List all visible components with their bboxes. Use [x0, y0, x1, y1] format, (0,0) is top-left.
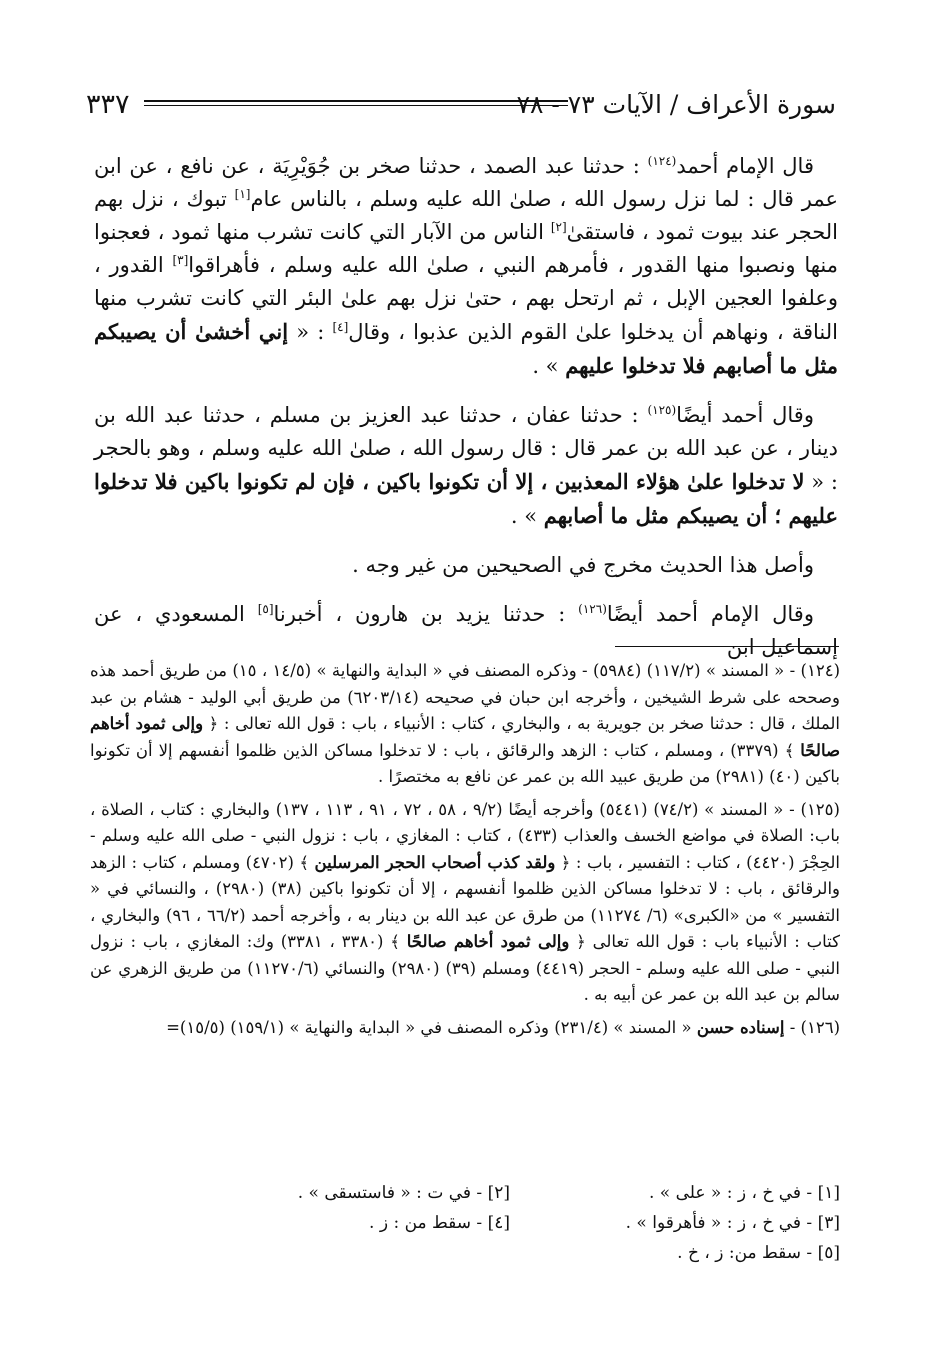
variants-row [180, 1208, 840, 1238]
text: » . [532, 354, 566, 378]
reference-125: (١٢٥) [647, 403, 677, 417]
text: : حدثنا يزيد بن هارون ، أخبرنا [273, 602, 579, 626]
footnotes [90, 658, 840, 1047]
note-marker-3: [٣] [172, 253, 189, 267]
text: ﴾ (٤٧٠٢) ومسلم ، كتاب : الزهد والرقائق ، باب : لا تدخلوا مساكن الذين ظلموا أنفسهم ، إلا أن تكونوا باكين (٣٨) (٢٩٨٠) ، والنسائي في « التفسير » من «الكبرى» (٦/ ١١٢٧٤) من طرق عن عبد الله بن دينار به ، وأخرجه أحمد (٦٦/٢ ، ٩٦) والبخاري ، كتاب : الأنبياء باب : قول الله تعالى ﴿ [90, 852, 841, 951]
text: « المسند » (٢٣١/٤) وذكره المصنف في « البداية والنهاية » (١٥٩/١) (١٥/٥)= [166, 1017, 697, 1037]
verse-quote: ولقد كذب أصحاب الحجر المرسلين [314, 852, 556, 872]
hadith-quote: إني أخشىٰ أن يصيبكم مثل ما أصابهم فلا تدخلوا عليهم [94, 319, 838, 378]
text: (١٢٦) - [784, 1017, 840, 1037]
footnote-125 [90, 797, 840, 1009]
text: المسعودي ، عن إسماعيل ابن [94, 602, 838, 659]
text: : حدثنا عفان ، حدثنا عبد العزيز بن مسلم ، حدثنا عبد الله بن دينار ، عن عبد الله بن عمر قال : قال رسول الله ، صلىٰ الله عليه وسلم ، وهو بالحجر : « [94, 403, 838, 494]
text: وقال أحمد أيضًا [676, 403, 814, 427]
verse-quote: وإلى ثمود أخاهم صالحًا [90, 714, 840, 760]
page-number: ٣٣٧ [86, 89, 130, 120]
text: تبوك ، نزل بهم الحجر عند بيوت ثمود ، فاستقىٰ [94, 187, 838, 244]
text: » . [510, 504, 544, 528]
text: القدور ، وعلفوا العجين الإبل ، ثم ارتحل بهم ، حتىٰ نزل بهم علىٰ البئر التي كانت تشرب منها الناقة ، ونهاهم أن يدخلوا علىٰ القوم الذين عذبوا ، وقال [94, 253, 839, 344]
footnote-rule [615, 646, 839, 647]
footnote-126 [90, 1015, 840, 1042]
variant-3: [٣] - في خ ، ز : « فأهرقوا » . [625, 1213, 840, 1233]
text: (١٢٤) - « المسند » (١١٧/٢) (٥٩٨٤) - وذكره المصنف في « البداية والنهاية » (١٤/٥ ، ١٥) من طريق أحمد هذه وصححه على شرط الشيخين ، وأخرجه ابن حبان في صحيحه (٦٢٠٣/١٤) من طريق أبي الوليد - هشام بن عبد الملك ، قال : حدثنا صخر بن جويرية به ، والبخاري ، كتاب : الأنبياء ، باب : قول الله تعالى : ﴿ [90, 661, 840, 733]
main-text [94, 150, 838, 680]
paragraph-125 [94, 399, 838, 533]
reference-126: (١٢٦) [578, 602, 607, 616]
text: : حدثنا عبد الصمد ، حدثنا صخر بن جُوَيْرِيَة ، عن نافع ، عن ابن عمر قال : لما نزل رسول الله ، صلىٰ الله عليه وسلم ، بالناس عام [94, 154, 839, 211]
text: ﴾ (٣٣٧٩) ، ومسلم ، كتاب : الزهد والرقائق ، باب : لا تدخلوا مساكن الذين ظلموا أنفسهم إلا أن تكونوا باكين (٤٠) (٢٩٨١) من طريق عبيد الله بن عمر عن نافع به مختصرًا . [90, 740, 840, 786]
variant-4: [٤] - سقط من : ز . [369, 1213, 510, 1233]
verse-quote: وإلى ثمود أخاهم صالحًا [406, 932, 570, 951]
note-marker-2: [٢] [550, 220, 567, 234]
text: ﴾ (٣٣٨٠ ، ٣٣٨١) وك: المغازي ، باب : نزول النبي - صلى الله عليه وسلم - الحجر (٤٤١٩) ومسلم (٣٩) (٢٩٨٠) والنسائي (١١٢٧٠/٦) من طريق الزهري عن سالم بن عبد الله بن عمر عن أبيه به . [90, 932, 841, 1004]
note-marker-4: [٤] [332, 320, 349, 334]
manuscript-variants [180, 1178, 840, 1268]
text: : « [288, 320, 333, 344]
paragraph-124 [94, 150, 838, 383]
running-title: سورة الأعراف / الآيات ٧٣ - ٧٨ [516, 90, 836, 119]
variant-2: [٢] - في ت : « فاستسقى » . [297, 1183, 510, 1203]
footnote-124 [90, 658, 840, 791]
grading: إسناده حسن [696, 1017, 785, 1037]
paragraph-126 [94, 598, 838, 664]
variant-1: [١] - في خ ، ز : « على » . [648, 1183, 840, 1203]
variants-row [180, 1238, 840, 1268]
reference-124: (١٢٤) [647, 154, 677, 168]
note-marker-5: [٥] [257, 602, 274, 616]
header-rule [144, 100, 568, 106]
text: (١٢٥) - « المسند » (٧٤/٢) (٥٤٤١) وأخرجه أيضًا (٩/٢ ، ٥٨ ، ٧٢ ، ٩١ ، ١١٣ ، ١٣٧) والبخاري : كتاب ، الصلاة ، باب: الصلاة في مواضع الخسف والعذاب (٤٣٣) ، كتاب : المغازي ، باب : نزول النبي - صلى الله عليه وسلم - الحِجْرَ (٤٤٢٠) ، كتاب : التفسير ، باب : ﴿ [90, 799, 840, 872]
hadith-quote: لا تدخلوا علىٰ هؤلاء المعذبين ، إلا أن تكونوا باكين ، فإن لم تكونوا باكين فلا تدخلوا عليهم ؛ أن يصيبكم مثل ما أصابهم [94, 469, 838, 528]
text: قال الإمام أحمد [676, 154, 814, 178]
variants-row [180, 1178, 840, 1208]
page-header [86, 86, 836, 126]
variant-5: [٥] - سقط من: ز ، خ . [677, 1243, 840, 1263]
note-marker-1: [١] [234, 187, 251, 201]
text: وقال الإمام أحمد أيضًا [606, 602, 814, 626]
text: الناس من الآبار التي كانت تشرب منها ثمود ، فعجنوا منها ونصبوا منها القدور ، فأمرهم النبي ، صلىٰ الله عليه وسلم ، فأهراقوا [94, 220, 838, 277]
paragraph-note: وأصل هذا الحديث مخرج في الصحيحين من غير وجه . [352, 553, 814, 577]
